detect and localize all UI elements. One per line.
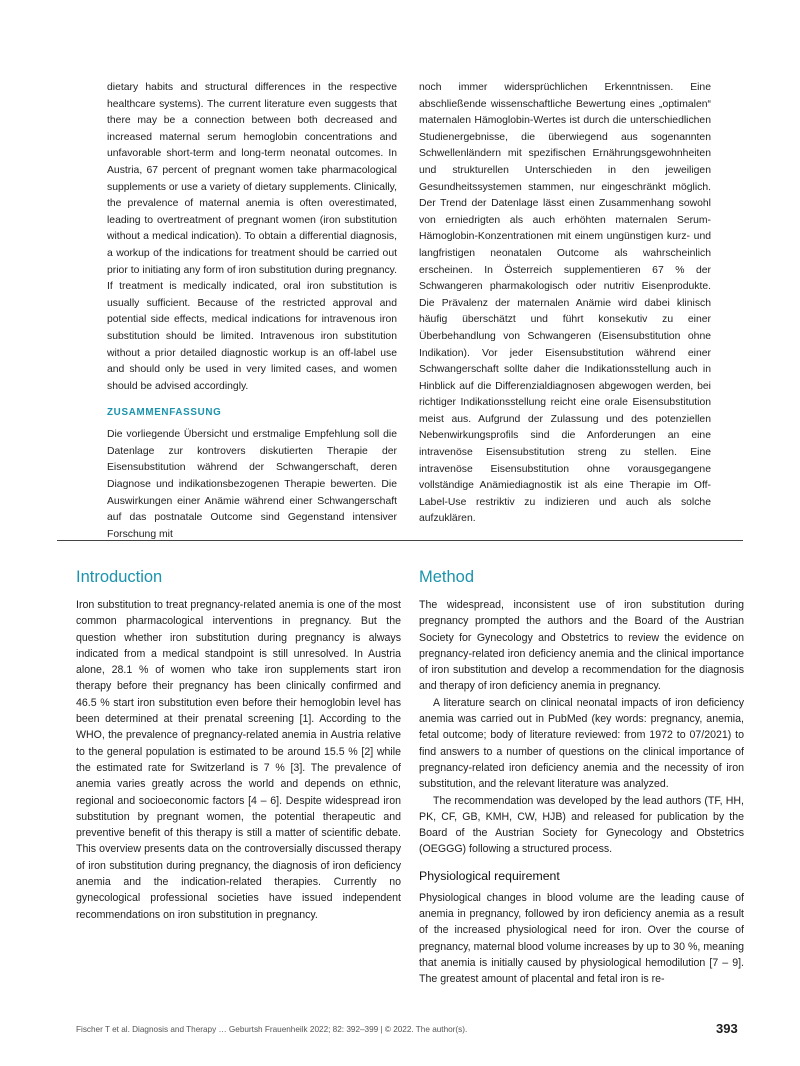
- method-paragraph-1: The widespread, inconsistent use of iron substitution during pregnancy prompted the authors and the Board of the Austrian Society for Gynecology and Obstetrics to review the evidence on pregnancy-related iron deficiency anemia and the clinical importance of iron substitution and develop a recommendation for the diagnosis and therapy of iron deficiency anemia in pregnancy.: [419, 599, 744, 693]
- section-divider: [57, 540, 743, 541]
- introduction-heading: Introduction: [76, 568, 163, 586]
- abstract-english-text: dietary habits and structural differences in the respective healthcare systems). The current literature even suggests that there may be a connection between both decreased and increased maternal serum hemoglobin concentrations and unfavorable short-term and long-term neonatal outcomes. In Austria, 67 percent of pregnant women take pharmacological supplements or use a variety of dietary supplements. Clinically, the prevalence of maternal anemia is often overestimated, leading to overtreatment of pregnant women (iron substitution without a medical indication). To obtain a differential diagnosis, a workup of the indications for treatment should be carried out prior to initiating any form of iron substitution during pregnancy. If treatment is medically indicated, oral iron substitution is usually sufficient. Because of the restricted approval and potential side effects, medical indications for intravenous iron substitution should be limited. Intravenous iron substitution without a prior detailed diagnostic workup is an off-label use and should only be used in very limited cases, and women should be advised accordingly.: [107, 82, 397, 392]
- physiological-requirement-text: Physiological changes in blood volume are the leading cause of anemia in pregnancy, followed by iron deficiency anemia as a result of the increased physiological need for iron. Over the course of pregnancy, maternal blood volume increases by up to 30 %, meaning that anemia is initially caused by physiological hemodilution [7 – 9]. The greatest amount of placental and fetal iron is re-: [419, 891, 744, 986]
- zusammenfassung-text-left: Die vorliegende Übersicht und erstmalige Empfehlung soll die Datenlage zur kontrovers diskutierten Therapie der Eisensubstitution während der Schwangerschaft, deren Diagnose und indikationsbezogenen Therapie bewerten. Die Auswirkungen einer Anämie während einer Schwangerschaft auf das postnatale Outcome sind Gegenstand intensiver Forschung mit: [107, 429, 397, 540]
- method-paragraph-3: The recommendation was developed by the lead authors (TF, HH, PK, CF, GB, KMH, CW, HJB) and released for publication by the Board of the Austrian Society for Gynecology and Obstetrics (OEGGG) following a structured process.: [419, 794, 744, 856]
- method-section: [419, 565, 744, 988]
- zusammenfassung-text-right: noch immer widersprüchlichen Erkenntnissen. Eine abschließende wissenschaftliche Bewertung eines „optimalen“ maternalen Hämoglobin-Wertes ist durch die unterschiedlichen Studienergebnisse, die überwiegend aus sogenannten Schwellenländern mit spezifischen Ernährungsgewohnheiten und strukturellen Unterschieden in den jeweiligen Gesundheitssystemen stammen, nur eingeschränkt möglich. Der Trend der Datenlage lässt einen Zusammenhang sowohl von erniedrigten als auch erhöhten maternalen Serum-Hämoglobin-Konzentrationen mit einem ungünstigen kurz- und langfristigen neonatalen Outcome als wahrscheinlich erscheinen. In Österreich supplementieren 67 % der Schwangeren pharmakologisch oder nutritiv Eisenprodukte. Die Prävalenz der maternalen Anämie wird dabei klinisch häufig überschätzt und führt konsekutiv zu einer Überbehandlung von Schwangeren (Eisensubstitution ohne Indikation). Vor jeder Eisensubstitution während einer Schwangerschaft sollte daher die Indikationsstellung auch in Hinblick auf die Differenzialdiagnosen abgewogen werden, bei richtiger Indikationsstellung reicht eine orale Eisensubstitution meist aus. Aufgrund der Zulassung und des potenziellen Nebenwirkungsprofils sind die Anforderungen an eine intravenöse Eisensubstitution streng zu stellen. Eine intravenöse Eisensubstitution ohne vorausgegangene vollständige Anämiediagnostik ist als eine Therapie im Off-Label-Use restriktiv zu indizieren und auch als solche aufzuklären.: [419, 82, 711, 525]
- page-number: 393: [716, 1021, 738, 1036]
- zusammenfassung-heading: ZUSAMMENFASSUNG: [107, 407, 222, 419]
- abstract-german-column: [419, 80, 711, 528]
- introduction-text: Iron substitution to treat pregnancy-related anemia is one of the most common pharmacological interventions in pregnancy. But the question whether iron substitution during pregnancy is always indicated from a medical standpoint is still unresolved. In Austria alone, 28.1 % of women who take iron supplements start iron therapy before their pregnancy has been clinically confirmed and 46.5 % start iron substitution even before their hemoglobin level has been determined at their prenatal screening [1]. According to the WHO, the prevalence of pregnancy-related anemia in Austria relative to the general population is estimated to be around 15.5 % [2] while the estimated rate for Switzerland is 7 % [3]. The prevalence of anemia varies greatly across the world and depends on ethnic, regional and socioeconomic factors [4 – 6]. Despite widespread iron substitution by pregnant women, the potential therapeutic and preventive benefit of this therapy is still a matter of scientific debate. This overview presents data on the controversially discussed therapy of iron substitution during pregnancy, the diagnosis of iron deficiency anemia and the indication-related therapies. Currently no gynecological professional societies have issued independent recommendations on iron substitution in pregnancy.: [76, 599, 401, 921]
- introduction-section: [76, 565, 401, 923]
- physiological-requirement-heading: Physiological requirement: [419, 868, 560, 883]
- method-paragraph-2: A literature search on clinical neonatal impacts of iron deficiency anemia was carried out in PubMed (key words: pregnancy, anemia, fetal outcome; body of literature reviewed: from 1972 to 07/2021) to find answers to a number of questions on the clinical importance of pregnancy-related iron deficiency anemia and the necessity of iron substitution, and the relevant literature was analyzed.: [419, 696, 744, 791]
- abstract-english-column: [107, 80, 397, 543]
- footer-citation: Fischer T et al. Diagnosis and Therapy … Geburtsh Frauenheilk 2022; 82: 392–399 | © 2022. The author(s).: [76, 1025, 468, 1034]
- method-heading: Method: [419, 568, 475, 586]
